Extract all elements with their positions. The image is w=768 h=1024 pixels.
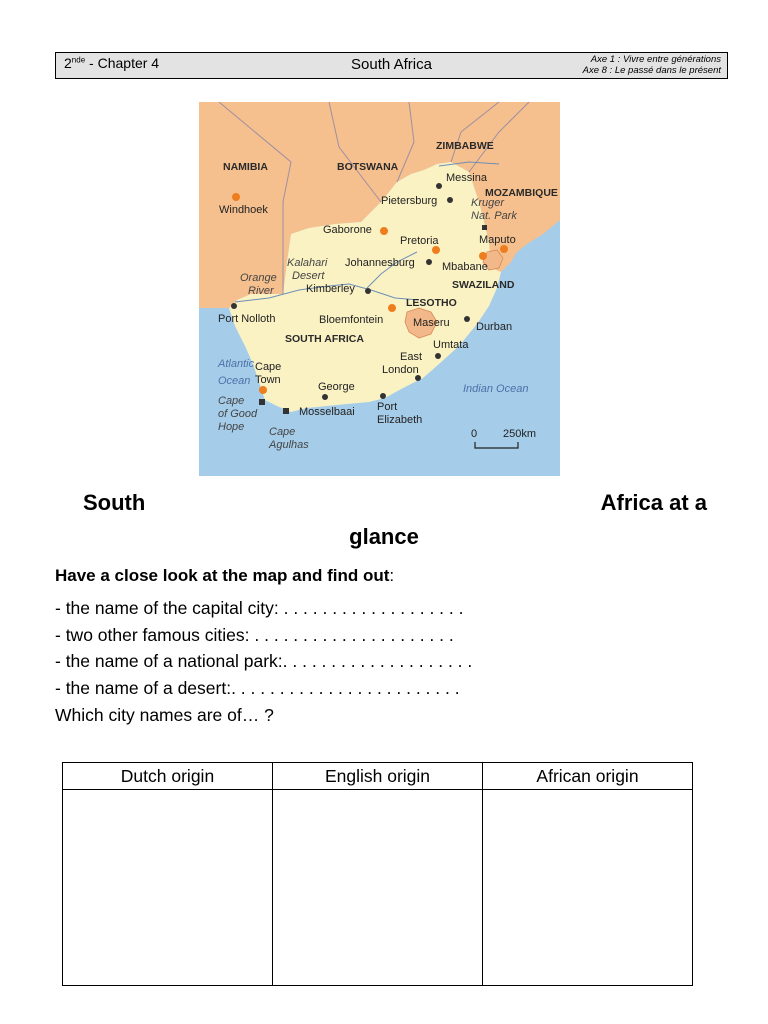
question-capital-city bbox=[55, 598, 464, 619]
label-agulhas-2: Agulhas bbox=[269, 439, 309, 451]
city-port: Port bbox=[377, 401, 398, 413]
label-swaziland: SWAZILAND bbox=[452, 279, 515, 291]
label-agulhas-1: Cape bbox=[269, 426, 296, 438]
instruction-bold: Have a close look at the map and find out bbox=[55, 566, 390, 585]
city-elizabeth: Elizabeth bbox=[377, 414, 423, 426]
city-gaborone: Gaborone bbox=[323, 224, 372, 236]
answer-dots: . . . . . . . . . . . . . . . . . . . . bbox=[282, 651, 473, 671]
label-kruger-1: Kruger bbox=[471, 197, 505, 209]
label-good-hope-3: Hope bbox=[218, 421, 245, 433]
table-header-row bbox=[63, 763, 693, 790]
header-axes bbox=[583, 54, 721, 76]
title-part-3: glance bbox=[349, 524, 419, 549]
label-kalahari-2: Desert bbox=[292, 270, 325, 282]
city-pretoria: Pretoria bbox=[400, 235, 439, 247]
level-number: 2 bbox=[64, 55, 72, 71]
city-mbabane: Mbabane bbox=[442, 261, 488, 273]
origin-table bbox=[62, 762, 693, 986]
cell-dutch[interactable] bbox=[63, 790, 273, 986]
label-good-hope-2: of Good bbox=[218, 408, 258, 420]
label-lesotho: LESOTHO bbox=[406, 297, 457, 309]
level-superscript: nde bbox=[71, 55, 86, 65]
instruction bbox=[55, 566, 394, 586]
answer-dots: . . . . . . . . . . . . . . . . . . . . . . . . bbox=[231, 678, 460, 698]
header-english-origin: English origin bbox=[273, 763, 483, 790]
city-umtata: Umtata bbox=[433, 339, 469, 351]
scale-zero: 0 bbox=[471, 428, 478, 440]
label-botswana: BOTSWANA bbox=[337, 161, 399, 173]
city-kimberley: Kimberley bbox=[306, 283, 355, 295]
city-cape: Cape bbox=[255, 361, 282, 373]
city-bloemfontein: Bloemfontein bbox=[319, 314, 384, 326]
city-east: East bbox=[400, 351, 423, 363]
city-town: Town bbox=[255, 374, 281, 386]
question-desert bbox=[55, 678, 460, 699]
city-pietersburg: Pietersburg bbox=[381, 195, 438, 207]
header-dutch-origin: Dutch origin bbox=[63, 763, 273, 790]
page-header bbox=[55, 52, 728, 79]
city-johannesburg: Johannesburg bbox=[345, 257, 415, 269]
question-text: - the name of the capital city: bbox=[55, 598, 279, 618]
city-london: London bbox=[382, 364, 419, 376]
header-title: South Africa bbox=[351, 56, 432, 73]
city-port-nolloth: Port Nolloth bbox=[218, 313, 276, 325]
south-africa-map bbox=[199, 102, 560, 476]
city-durban: Durban bbox=[476, 321, 513, 333]
city-windhoek: Windhoek bbox=[219, 204, 268, 216]
label-good-hope-1: Cape bbox=[218, 395, 245, 407]
label-south-africa: SOUTH AFRICA bbox=[285, 333, 364, 345]
question-text: - two other famous cities: bbox=[55, 625, 250, 645]
question-famous-cities bbox=[55, 625, 454, 646]
city-mosselbaai: Mosselbaai bbox=[299, 406, 355, 418]
cell-english[interactable] bbox=[273, 790, 483, 986]
chapter-text: - Chapter 4 bbox=[85, 55, 160, 71]
title-part-2: Africa at a bbox=[600, 490, 707, 515]
header-african-origin: African origin bbox=[483, 763, 693, 790]
city-maseru: Maseru bbox=[413, 317, 450, 329]
city-george: George bbox=[318, 381, 355, 393]
instruction-colon: : bbox=[389, 566, 395, 585]
label-indian-ocean: Indian Ocean bbox=[463, 383, 529, 395]
question-city-origin: Which city names are of… ? bbox=[55, 705, 274, 725]
label-kruger-2: Nat. Park bbox=[471, 210, 517, 222]
axe-1: Axe 1 : Vivre entre générations bbox=[590, 54, 721, 65]
label-orange-1: Orange bbox=[240, 272, 277, 284]
axe-8: Axe 8 : Le passé dans le présent bbox=[582, 65, 721, 76]
answer-dots: . . . . . . . . . . . . . . . . . . . . . bbox=[249, 625, 454, 645]
question-national-park bbox=[55, 651, 472, 672]
label-mozambique: MOZAMBIQUE bbox=[485, 187, 558, 199]
title-part-1: South bbox=[83, 490, 146, 515]
label-atlantic-1: Atlantic bbox=[218, 358, 255, 370]
answer-dots: . . . . . . . . . . . . . . . . . . . bbox=[278, 598, 464, 618]
table-row bbox=[63, 790, 693, 986]
scale-distance: 250km bbox=[503, 428, 537, 440]
cell-african[interactable] bbox=[483, 790, 693, 986]
question-text: - the name of a national park: bbox=[55, 651, 283, 671]
city-maputo: Maputo bbox=[479, 234, 516, 246]
label-atlantic-2: Ocean bbox=[218, 375, 251, 387]
label-namibia: NAMIBIA bbox=[223, 161, 268, 173]
question-text: - the name of a desert: bbox=[55, 678, 232, 698]
label-zimbabwe: ZIMBABWE bbox=[436, 140, 494, 152]
label-orange-2: River bbox=[248, 285, 274, 297]
city-messina: Messina bbox=[446, 172, 487, 184]
label-kalahari-1: Kalahari bbox=[287, 257, 328, 269]
